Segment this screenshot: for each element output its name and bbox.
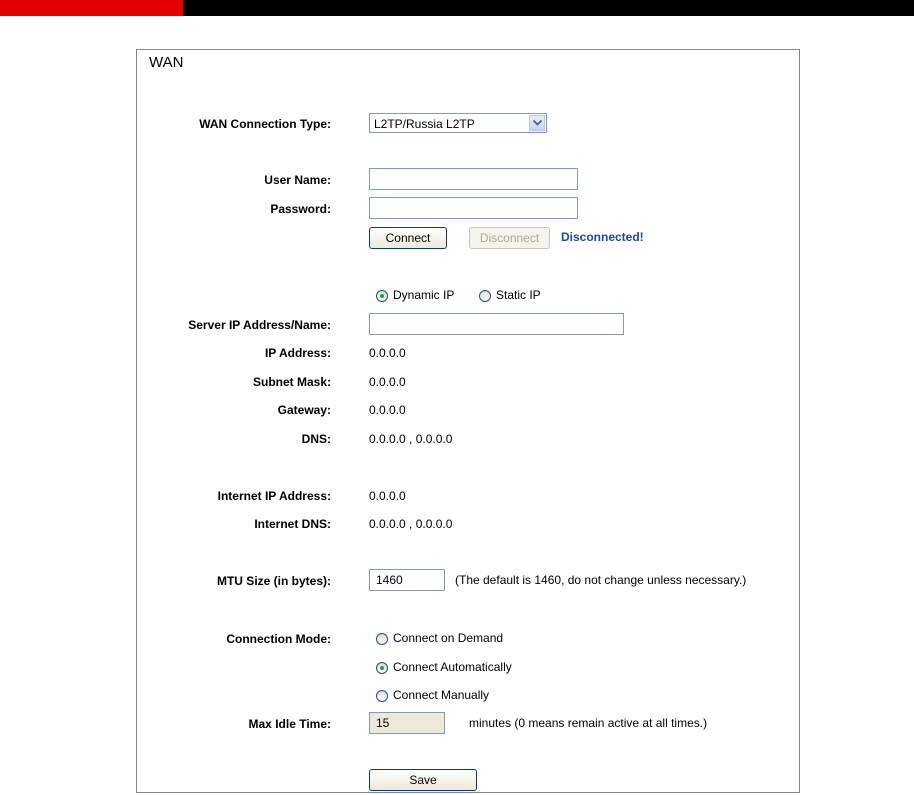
internet-ip-label: Internet IP Address: <box>217 489 331 503</box>
max-idle-label: Max Idle Time: <box>248 717 331 731</box>
top-banner <box>0 0 914 16</box>
subnet-mask-value: 0.0.0.0 <box>369 375 406 389</box>
connect-manually-radio[interactable] <box>376 690 388 702</box>
connect-on-demand-label: Connect on Demand <box>393 631 504 645</box>
ip-address-value: 0.0.0.0 <box>369 346 406 360</box>
max-idle-hint: minutes (0 means remain active at all times.) <box>469 716 708 730</box>
dns-value: 0.0.0.0 , 0.0.0.0 <box>369 432 453 446</box>
max-idle-input[interactable] <box>369 712 445 734</box>
mtu-input[interactable] <box>369 569 445 591</box>
connect-button[interactable]: Connect <box>369 227 447 249</box>
internet-dns-value: 0.0.0.0 , 0.0.0.0 <box>369 517 453 531</box>
static-ip-label: Static IP <box>496 288 541 302</box>
internet-ip-value: 0.0.0.0 <box>369 489 406 503</box>
connection-type-select[interactable] <box>369 113 547 133</box>
dns-label: DNS: <box>301 432 331 446</box>
connect-automatically-label: Connect Automatically <box>393 660 512 674</box>
dynamic-ip-radio[interactable] <box>376 290 388 302</box>
gateway-value: 0.0.0.0 <box>369 403 406 417</box>
disconnect-button[interactable]: Disconnect <box>469 227 550 249</box>
internet-dns-label: Internet DNS: <box>254 517 331 531</box>
password-label: Password: <box>270 202 331 216</box>
connection-type-value: L2TP/Russia L2TP <box>374 117 475 131</box>
subnet-mask-label: Subnet Mask: <box>252 375 331 389</box>
connection-status: Disconnected! <box>561 230 644 244</box>
page-title: WAN <box>149 54 184 71</box>
dynamic-ip-label: Dynamic IP <box>393 288 455 302</box>
wan-panel <box>136 49 800 793</box>
server-label: Server IP Address/Name: <box>188 318 331 332</box>
chevron-down-icon[interactable] <box>529 115 545 131</box>
connect-manually-label: Connect Manually <box>393 688 490 702</box>
save-button[interactable]: Save <box>369 769 477 791</box>
password-input[interactable] <box>369 197 578 219</box>
banner-red-accent <box>0 0 183 16</box>
gateway-label: Gateway: <box>277 403 331 417</box>
connect-on-demand-radio[interactable] <box>376 633 388 645</box>
connection-mode-label: Connection Mode: <box>226 632 331 646</box>
connect-automatically-radio[interactable] <box>376 662 388 674</box>
username-label: User Name: <box>264 173 331 187</box>
server-input[interactable] <box>369 313 624 335</box>
static-ip-radio[interactable] <box>479 290 491 302</box>
ip-address-label: IP Address: <box>264 346 331 360</box>
username-input[interactable] <box>369 168 578 190</box>
mtu-hint: (The default is 1460, do not change unless necessary.) <box>455 573 747 587</box>
connection-type-label: WAN Connection Type: <box>199 117 331 131</box>
mtu-label: MTU Size (in bytes): <box>216 574 331 588</box>
